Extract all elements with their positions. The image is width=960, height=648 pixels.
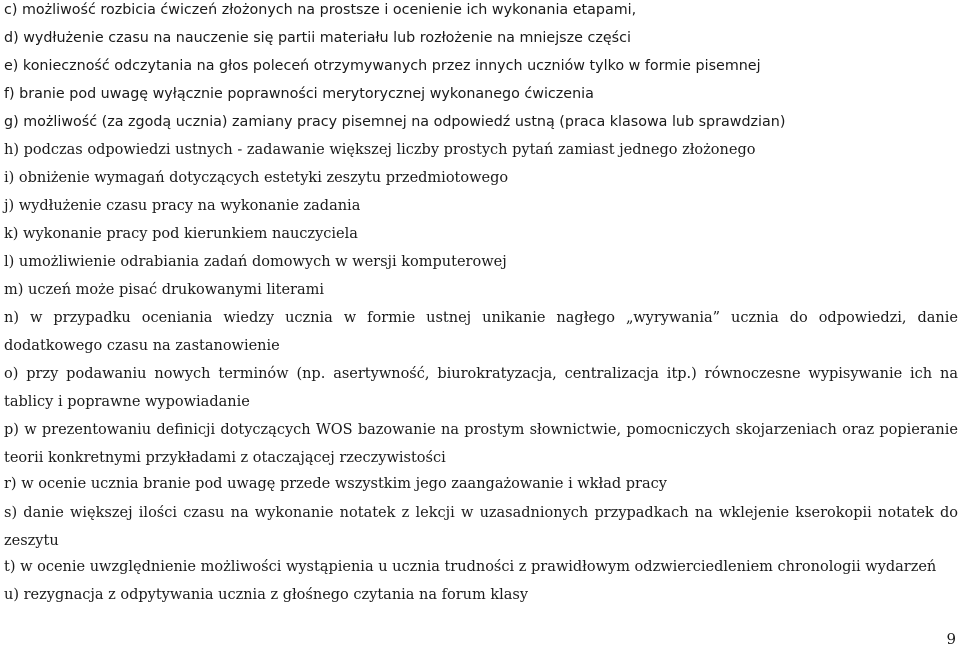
list-item-r: r) w ocenie ucznia branie pod uwagę przede wszystkim jego zaangażowanie i wkład pracy xyxy=(4,476,667,492)
list-item-u: u) rezygnacja z odpytywania ucznia z głośnego czytania na forum klasy xyxy=(4,587,529,603)
list-item-p: p) w prezentowaniu definicji dotyczących WOS bazowanie na prostym słownictwie, pomocniczych skojarzeniach oraz popieranie teorii konkretnymi przykładami z otaczającej rzeczywistości xyxy=(4,422,958,466)
list-item-l: l) umożliwienie odrabiania zadań domowych w wersji komputerowej xyxy=(4,254,507,270)
list-item-g: g) możliwość (za zgodą ucznia) zamiany pracy pisemnej na odpowiedź ustną (praca klasowa lub sprawdzian) xyxy=(4,114,786,130)
page-number: 9 xyxy=(946,630,956,648)
list-item-k: k) wykonanie pracy pod kierunkiem nauczyciela xyxy=(4,226,358,242)
list-item-f: f) branie pod uwagę wyłącznie poprawności merytorycznej wykonanego ćwiczenia xyxy=(4,86,594,102)
list-item-t: t) w ocenie uwzględnienie możliwości wystąpienia u ucznia trudności z prawidłowym odzwierciedleniem chronologii wydarzeń xyxy=(4,559,937,575)
list-item-n: n) w przypadku oceniania wiedzy ucznia w formie ustnej unikanie nagłego „wyrywania” ucznia do odpowiedzi, danie dodatkowego czasu na zastanowienie xyxy=(4,310,958,354)
list-item-m: m) uczeń może pisać drukowanymi literami xyxy=(4,282,324,298)
list-item-e: e) konieczność odczytania na głos poleceń otrzymywanych przez innych uczniów tylko w formie pisemnej xyxy=(4,58,761,74)
list-item-i: i) obniżenie wymagań dotyczących estetyki zeszytu przedmiotowego xyxy=(4,170,509,186)
list-item-j: j) wydłużenie czasu pracy na wykonanie zadania xyxy=(4,198,361,214)
list-item-d: d) wydłużenie czasu na nauczenie się partii materiału lub rozłożenie na mniejsze części xyxy=(4,30,631,46)
list-item-h: h) podczas odpowiedzi ustnych - zadawanie większej liczby prostych pytań zamiast jednego złożonego xyxy=(4,142,756,158)
list-item-s: s) danie większej ilości czasu na wykonanie notatek z lekcji w uzasadnionych przypadkach na wklejenie kserokopii notatek do zeszytu xyxy=(4,505,958,549)
list-item-o: o) przy podawaniu nowych terminów (np. asertywność, biurokratyzacja, centralizacja itp.) równoczesne wypisywanie ich na tablicy i poprawne wypowiadanie xyxy=(4,366,958,410)
list-item-c: c) możliwość rozbicia ćwiczeń złożonych na prostsze i ocenienie ich wykonania etapami, xyxy=(4,2,637,18)
